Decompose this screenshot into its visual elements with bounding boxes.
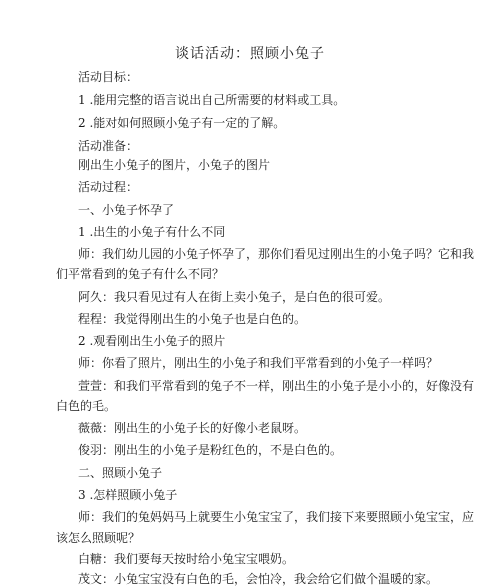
text-line: 刚出生小兔子的图片，小兔子的图片: [78, 158, 271, 172]
text-line: 俊羽：刚出生的小兔子是粉红色的，不是白色的。: [78, 443, 343, 457]
text-line: 2 .能对如何照顾小兔子有一定的了解。: [78, 116, 286, 130]
text-line: 萱萱：和我们平常看到的兔子不一样，刚出生的小兔子是小小的，好像没有: [78, 379, 475, 393]
text-line: 2 .观看刚出生小兔子的照片: [78, 334, 226, 348]
text-line: 薇薇：刚出生的小兔子长的好像小老鼠呀。: [78, 421, 307, 435]
document-title: 谈话活动：照顾小兔子: [175, 46, 325, 62]
text-line: 程程：我觉得刚出生的小兔子也是白色的。: [78, 312, 307, 326]
text-line: 1 .能用完整的语言说出自己所需要的材料或工具。: [78, 93, 346, 107]
text-line: 师：我们的兔妈妈马上就要生小兔宝宝了，我们接下来要照顾小兔宝宝，应: [78, 510, 475, 524]
text-line: 二、照顾小兔子: [78, 466, 163, 480]
text-line: 阿久：我只看见过有人在街上卖小兔子，是白色的很可爱。: [78, 290, 391, 304]
text-line: 白糖：我们要每天按时给小兔宝宝喂奶。: [78, 552, 295, 566]
text-line: 们平常看到的兔子有什么不同？: [56, 267, 225, 281]
text-line: 师：我们幼儿园的小兔子怀孕了，那你们看见过刚出生的小兔子吗？它和我: [78, 247, 475, 261]
text-line: 该怎么照顾呢？: [56, 531, 141, 545]
text-line: 1 .出生的小兔子有什么不同: [78, 225, 226, 239]
text-line: 师：你看了照片，刚出生的小兔子和我们平常看到的小兔子一样吗？: [78, 356, 439, 370]
text-line: 活动过程：: [78, 180, 139, 194]
text-line: 活动准备：: [78, 139, 139, 153]
text-line: 活动目标：: [78, 70, 139, 84]
text-line: 白色的毛。: [56, 399, 117, 413]
text-line: 3 .怎样照顾小兔子: [78, 488, 178, 502]
text-line: 茂文：小兔宝宝没有白色的毛，会怕冷，我会给它们做个温暖的家。: [78, 572, 439, 586]
text-line: 一、小兔子怀孕了: [78, 203, 175, 217]
